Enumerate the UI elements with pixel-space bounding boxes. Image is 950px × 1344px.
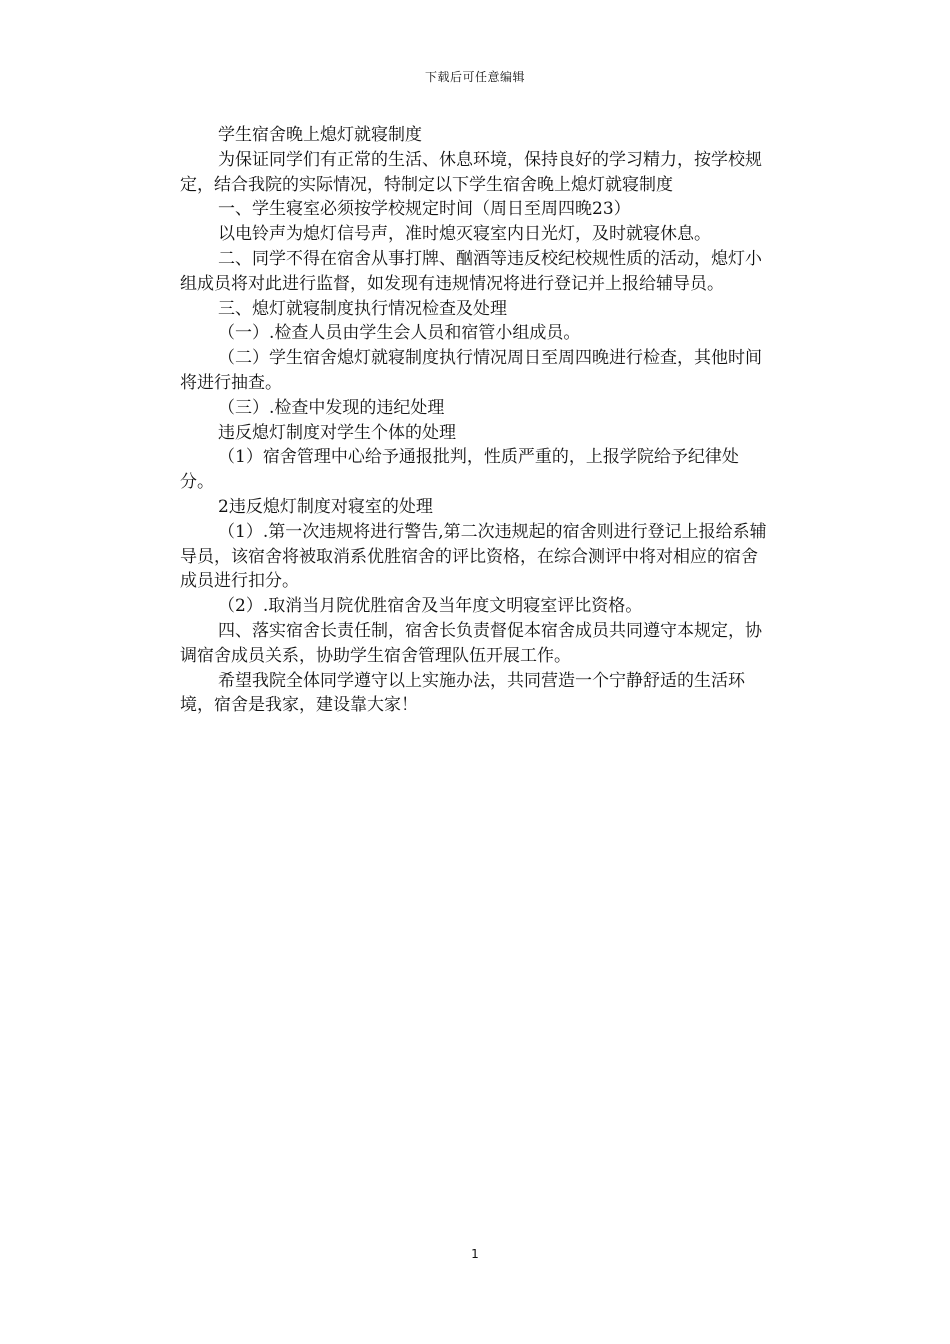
document-title: 学生宿舍晚上熄灯就寝制度 [218, 125, 422, 145]
page-number: 1 [471, 1247, 479, 1261]
paragraph-individual-item-1: （1）宿舍管理中心给予通报批判，性质严重的，上报学院给予纪律处分。 [180, 447, 739, 493]
paragraph-rule-3: 三、熄灯就寝制度执行情况检查及处理 [218, 298, 507, 319]
paragraph-intro: 为保证同学们有正常的生活、休息环境，保持良好的学习精力，按学校规定，结合我院的实际情况，特制定以下学生宿舍晚上熄灯就寝制度 [180, 149, 762, 195]
paragraph-rule-1: 一、学生寝室必须按学校规定时间（周日至周四晚23） [218, 199, 631, 220]
paragraph-rule-3-item-3: （三）.检查中发现的违纪处理 [218, 397, 445, 418]
paragraph-rule-2: 二、同学不得在宿舍从事打牌、酗酒等违反校纪校规性质的活动，熄灯小组成员将对此进行监督，如发现有违规情况将进行登记并上报给辅导员。 [180, 248, 762, 294]
paragraph-rule-3-item-1: （一）.检查人员由学生会人员和宿管小组成员。 [218, 323, 581, 344]
paragraph-dorm-heading: 2违反熄灯制度对寝室的处理 [218, 496, 433, 517]
document-body [180, 123, 770, 718]
paragraph-closing: 希望我院全体同学遵守以上实施办法，共同营造一个宁静舒适的生活环境，宿舍是我家，建设靠大家！ [180, 670, 745, 716]
header-note: 下载后可任意编辑 [424, 70, 525, 84]
paragraph-rule-3-item-2: （二）学生宿舍熄灯就寝制度执行情况周日至周四晚进行检查，其他时间将进行抽查。 [180, 348, 762, 393]
paragraph-individual-heading: 违反熄灯制度对学生个体的处理 [218, 422, 456, 443]
paragraph-rule-4: 四、落实宿舍长责任制，宿舍长负责督促本宿舍成员共同遵守本规定，协调宿舍成员关系，协助学生宿舍管理队伍开展工作。 [180, 620, 762, 666]
paragraph-dorm-item-1: （1）.第一次违规将进行警告,第二次违规起的宿舍则进行登记上报给系辅导员，该宿舍将被取消系优胜宿舍的评比资格，在综合测评中将对相应的宿舍成员进行扣分。 [180, 521, 767, 592]
paragraph-rule-1-continued: 以电铃声为熄灯信号声，准时熄灭寝室内日光灯，及时就寝休息。 [218, 224, 711, 245]
paragraph-dorm-item-2: （2）.取消当月院优胜宿舍及当年度文明寝室评比资格。 [218, 596, 643, 617]
